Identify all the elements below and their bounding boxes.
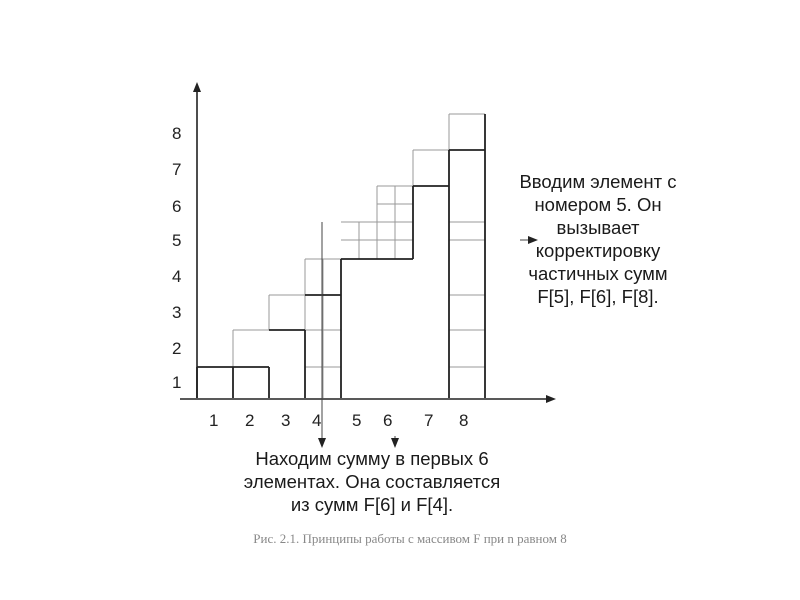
note-line: из сумм F[6] и F[4]. [290, 494, 454, 515]
note-line: элементах. Она составляется [243, 471, 501, 492]
x-label: 5 [352, 411, 362, 430]
bold-step-outline [197, 114, 485, 398]
x-label: 7 [424, 411, 434, 430]
update-note [508, 170, 688, 308]
note-line: частичных сумм [528, 263, 668, 284]
y-axis-arrow-icon [193, 82, 201, 92]
y-label: 8 [172, 124, 182, 143]
y-label: 1 [172, 373, 182, 392]
x-label: 4 [312, 411, 322, 430]
note-line: F[5], F[6], F[8]. [537, 286, 659, 307]
figure-caption: Рис. 2.1. Принципы работы с массивом F при n равном 8 [253, 531, 567, 546]
x-axis-arrow-icon [546, 395, 556, 403]
note-line: Вводим элемент с [519, 171, 677, 192]
x-label: 1 [209, 411, 219, 430]
x-label: 2 [245, 411, 255, 430]
y-label: 3 [172, 303, 182, 322]
x-axis-labels [209, 411, 468, 430]
y-label: 7 [172, 160, 182, 179]
query-note [222, 447, 522, 516]
y-label: 2 [172, 339, 182, 358]
axes [180, 82, 556, 448]
note-line: номером 5. Он [534, 194, 662, 215]
y-label: 6 [172, 197, 182, 216]
x-label: 3 [281, 411, 291, 430]
x-label: 6 [383, 411, 393, 430]
note-line: Находим сумму в первых 6 [255, 448, 489, 469]
note-line: вызывает [556, 217, 640, 238]
y-label: 5 [172, 231, 182, 250]
note-line: корректировку [535, 240, 661, 261]
x-label: 8 [459, 411, 469, 430]
y-label: 4 [172, 267, 182, 286]
y-axis-labels [172, 124, 181, 392]
